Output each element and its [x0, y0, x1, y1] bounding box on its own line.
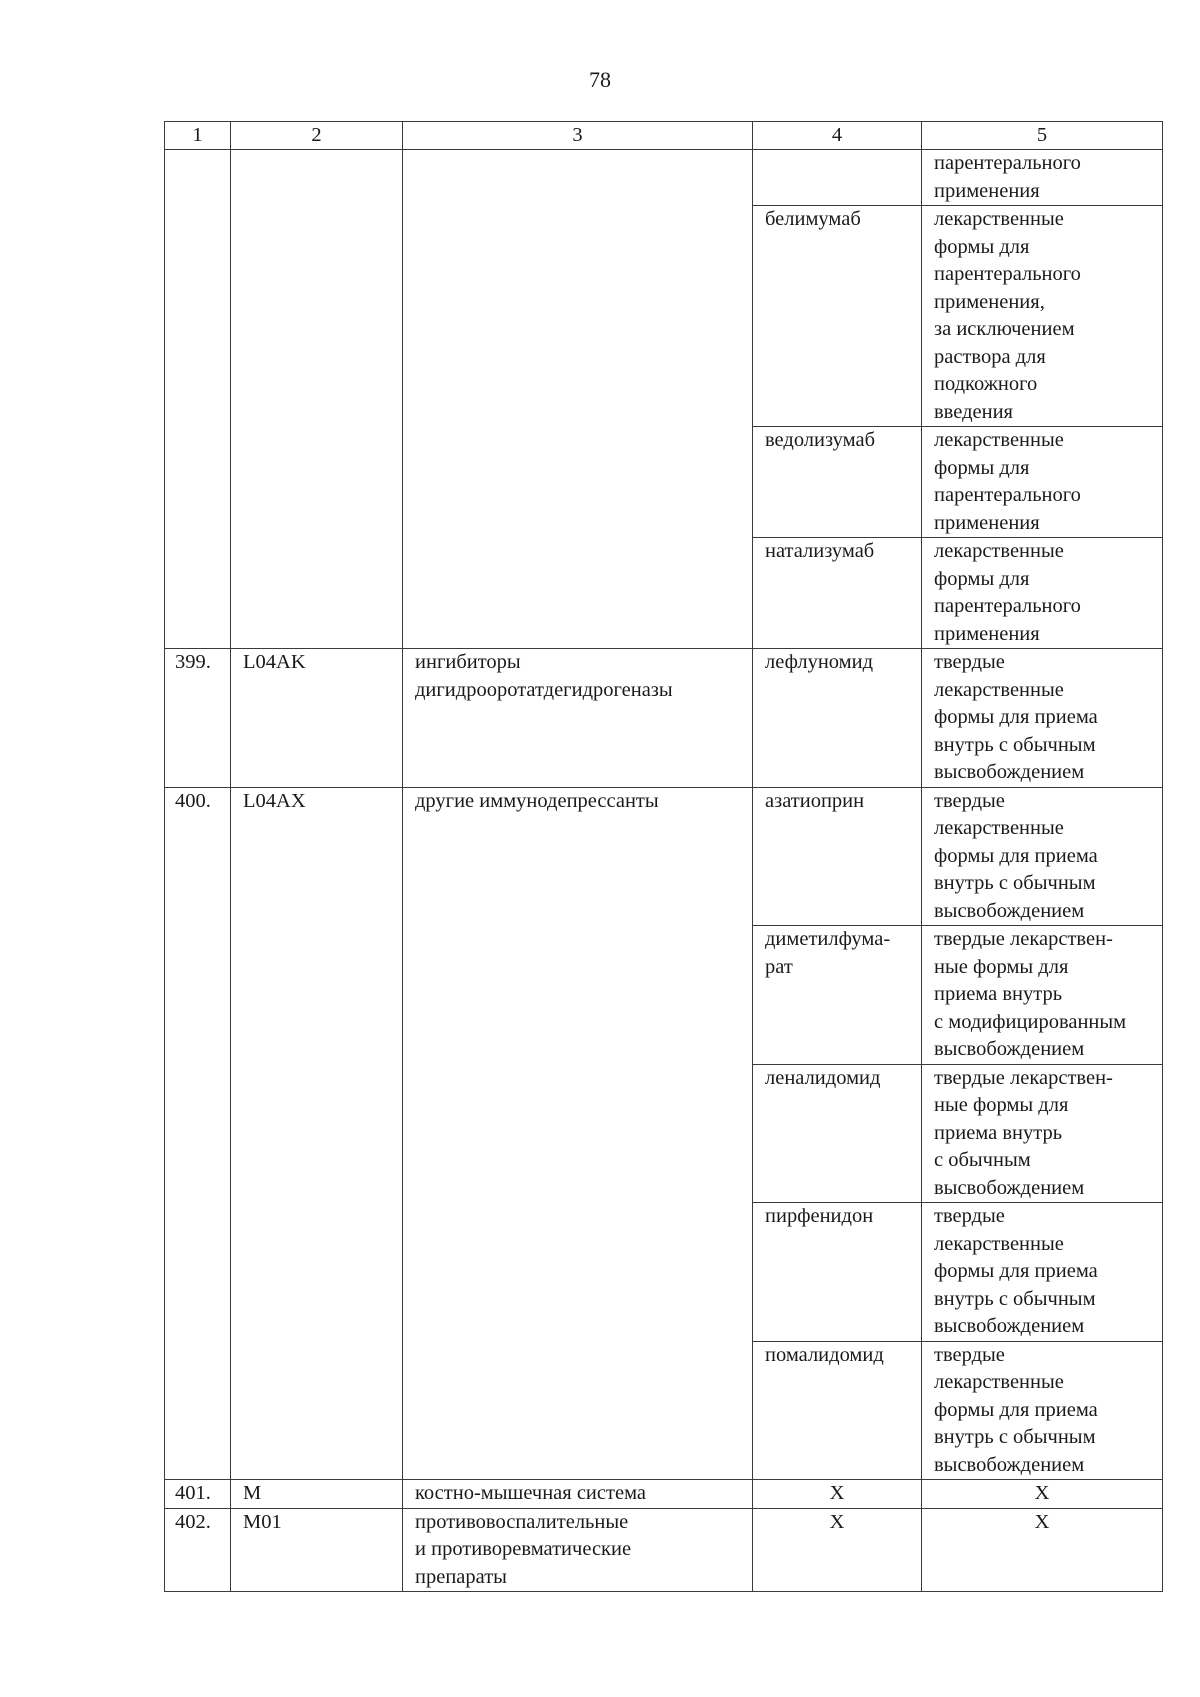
table-row [165, 150, 1163, 206]
drug-name-cell: пирфенидон [753, 1203, 922, 1342]
drug-name-cell: белимумаб [753, 206, 922, 427]
drug-name-cell: натализумаб [753, 538, 922, 649]
dosage-form-cell: твердые лекарственные формы для приема внутрь с обычным высвобождением [922, 787, 1163, 926]
row-number-cell: 399. [165, 649, 231, 788]
drug-name-cell: X [753, 1508, 922, 1592]
drug-name-cell: лефлуномид [753, 649, 922, 788]
table-row [165, 649, 1163, 788]
column-header-1: 1 [165, 122, 231, 150]
dosage-form-cell: лекарственные формы для парентерального применения, за исключением раствора для подкожного введения [922, 206, 1163, 427]
code-cell: L04AX [231, 787, 403, 1480]
group-cell: костно-мышечная система [403, 1480, 753, 1509]
code-cell: L04AK [231, 649, 403, 788]
dosage-form-cell: твердые лекарственные формы для приема внутрь с обычным высвобождением [922, 1341, 1163, 1480]
drug-name-cell: леналидомид [753, 1064, 922, 1203]
table-row [165, 787, 1163, 926]
drug-name-cell: азатиоприн [753, 787, 922, 926]
header-row [165, 122, 1163, 150]
drug-name-cell: X [753, 1480, 922, 1509]
column-header-4: 4 [753, 122, 922, 150]
drug-name-cell: ведолизумаб [753, 427, 922, 538]
code-cell [231, 150, 403, 649]
page-number: 78 [589, 67, 611, 92]
row-number-cell: 401. [165, 1480, 231, 1509]
group-cell [403, 150, 753, 649]
row-number-cell: 402. [165, 1508, 231, 1592]
group-cell: другие иммунодепрессанты [403, 787, 753, 1480]
row-number-cell [165, 150, 231, 649]
column-header-2: 2 [231, 122, 403, 150]
dosage-form-cell: X [922, 1480, 1163, 1509]
code-cell: M01 [231, 1508, 403, 1592]
dosage-form-cell: твердые лекарствен- ные формы для приема внутрь с модифицированным высвобождением [922, 926, 1163, 1065]
group-cell: ингибиторы дигидрооротатдегидрогеназы [403, 649, 753, 788]
dosage-form-cell: твердые лекарствен- ные формы для приема внутрь с обычным высвобождением [922, 1064, 1163, 1203]
drug-name-cell: помалидомид [753, 1341, 922, 1480]
row-number-cell: 400. [165, 787, 231, 1480]
table-row [165, 1508, 1163, 1592]
dosage-form-cell: твердые лекарственные формы для приема внутрь с обычным высвобождением [922, 1203, 1163, 1342]
dosage-form-cell: X [922, 1508, 1163, 1592]
dosage-form-cell: парентерального применения [922, 150, 1163, 206]
dosage-form-cell: лекарственные формы для парентерального применения [922, 427, 1163, 538]
medication-table [164, 121, 1163, 1592]
code-cell: M [231, 1480, 403, 1509]
column-header-3: 3 [403, 122, 753, 150]
drug-name-cell: диметилфума- рат [753, 926, 922, 1065]
table-row [165, 1480, 1163, 1509]
dosage-form-cell: твердые лекарственные формы для приема внутрь с обычным высвобождением [922, 649, 1163, 788]
dosage-form-cell: лекарственные формы для парентерального применения [922, 538, 1163, 649]
drug-name-cell [753, 150, 922, 206]
group-cell: противовоспалительные и противоревматические препараты [403, 1508, 753, 1592]
column-header-5: 5 [922, 122, 1163, 150]
